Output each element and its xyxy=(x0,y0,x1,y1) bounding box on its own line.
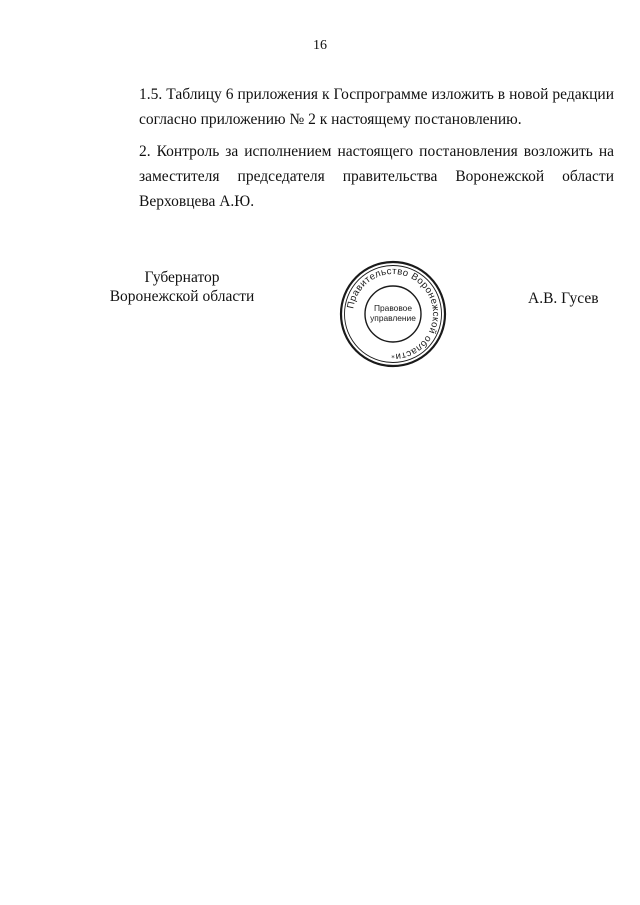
paragraph-2-line-3: Верховцева А.Ю. xyxy=(139,193,255,210)
document-body xyxy=(112,82,614,221)
stamp-ring-text: Правительство Воронежской области xyxy=(345,265,442,363)
stamp-center-line-2: управление xyxy=(370,313,416,323)
official-stamp xyxy=(337,258,449,370)
paragraph-2-line-2: заместителя председателя правительства Воронежской области xyxy=(139,168,614,185)
signatory-position xyxy=(108,268,256,306)
page-number: 16 xyxy=(313,38,327,53)
signatory-position-line-2: Воронежской области xyxy=(109,288,255,305)
paragraph-1-5-line-1: 1.5. Таблицу 6 приложения к Госпрограмме изложить в новой редакции xyxy=(139,86,614,103)
stamp-star-icon: * xyxy=(391,354,395,362)
paragraph-2 xyxy=(112,139,614,214)
signature-block xyxy=(0,265,640,368)
stamp-center-line-1: Правовое xyxy=(373,303,413,313)
paragraph-2-line-1: 2. Контроль за исполнением настоящего постановления возложить на xyxy=(139,143,614,160)
paragraph-1-5 xyxy=(112,82,614,132)
signatory-position-line-1: Губернатор xyxy=(144,269,220,286)
paragraph-1-5-line-2: согласно приложению № 2 к настоящему постановлению. xyxy=(139,111,522,128)
signatory-name: А.В. Гусев xyxy=(528,290,599,307)
